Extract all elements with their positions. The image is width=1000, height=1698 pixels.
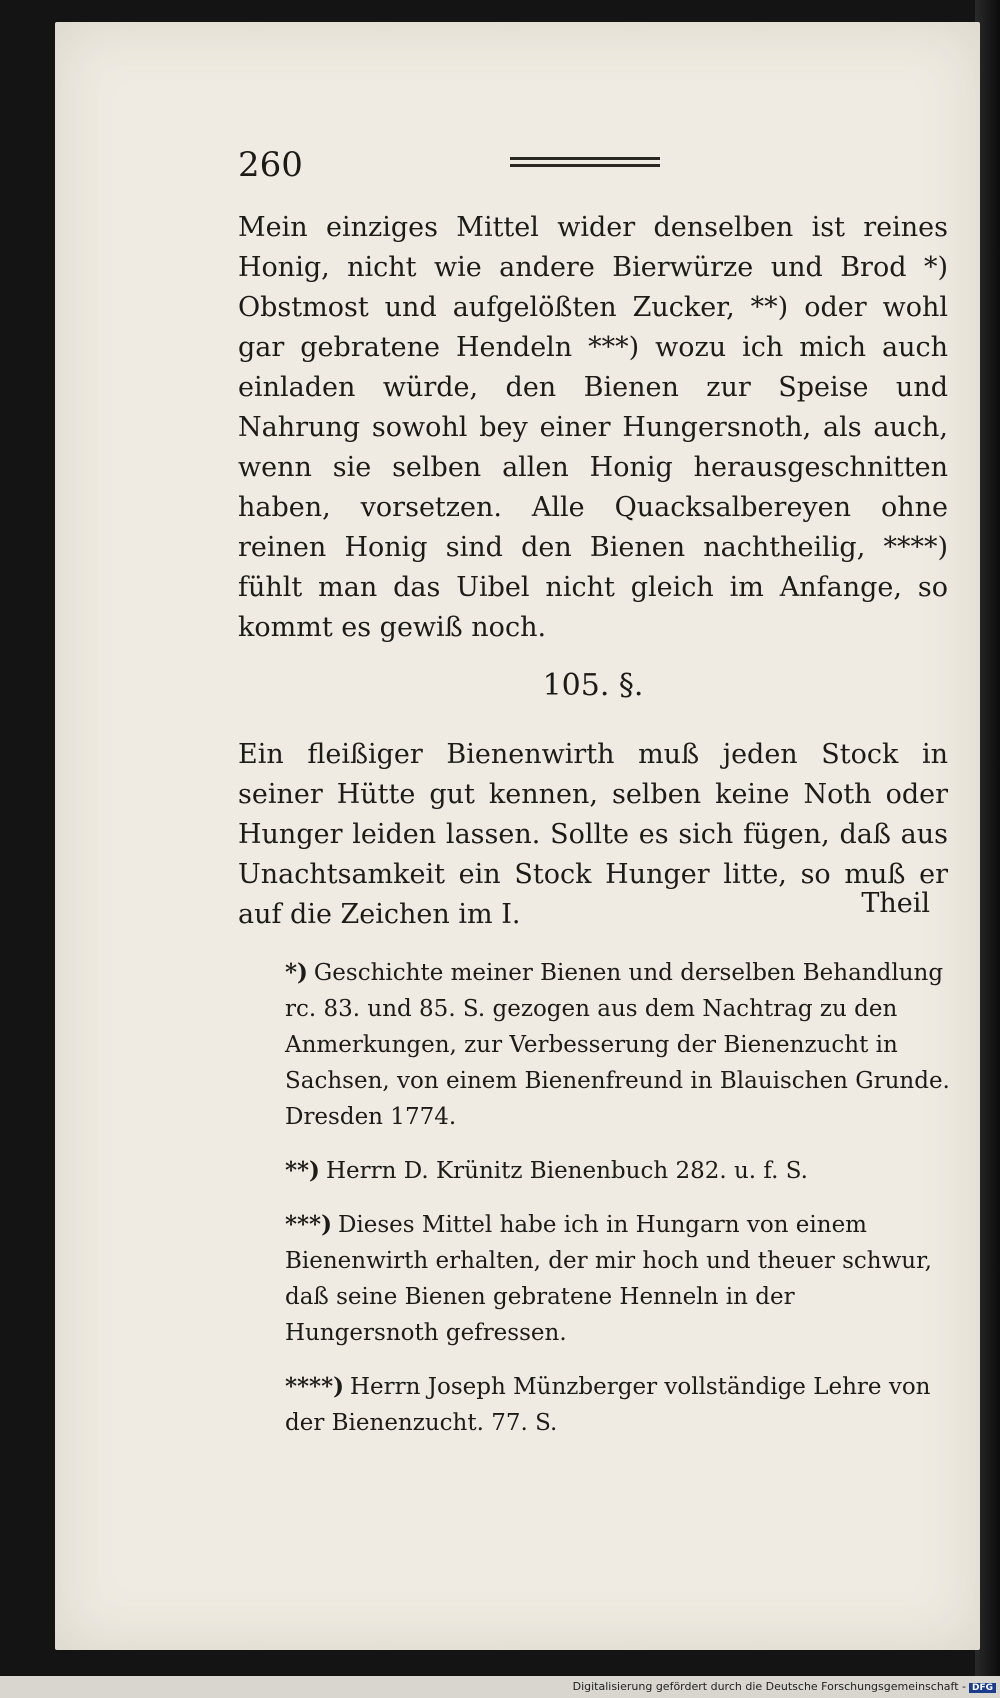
footnote-text: Geschichte meiner Bienen und derselben Behandlung rc. 83. und 85. S. gezogen aus dem Nachtrag zu den Anmerkungen, zur Verbesserung der Bienenzucht in Sachsen, von einem Bienenfreund in Blauischen Grunde. Dresden 1774. [285,960,950,1130]
footnote-mark: ***) [285,1211,332,1238]
footnote-mark: **) [285,1157,320,1184]
page-number: 260 [238,145,303,185]
footnote [285,1207,950,1351]
footnote-mark: ****) [285,1373,344,1400]
section-paragraph: Ein fleißiger Bienenwirth muß jeden Stock in seiner Hütte gut kennen, selben keine Noth oder Hunger leiden lassen. Sollte es sich fügen, daß aus Unachtsamkeit ein Stock Hunger litte, so muß er auf die Zeichen im I. [238,739,948,930]
paragraph-body: Mein einziges Mittel wider denselben ist reines Honig, nicht wie andere Bierwürze und Brod *) Obstmost und aufgelößten Zucker, **) oder wohl gar gebratene Hendeln ***) wozu ich mich auch einladen würde, den Bienen zur Speise und Nahrung sowohl bey einer Hungersnoth, als auch, wenn sie selben allen Honig herausgeschnitten haben, vorsetzen. Alle Quacksalbereyen ohne reinen Honig sind den Bienen nachtheilig, ****) fühlt man das Uibel nicht gleich im Anfange, so kommt es gewiß noch. [238,212,948,643]
footnote-mark: *) [285,959,308,986]
footnote [285,1369,950,1441]
footnote [285,1153,950,1189]
footnote-text: Dieses Mittel habe ich in Hungarn von einem Bienenwirth erhalten, der mir hoch und theuer schwur, daß seine Bienen gebratene Henneln in der Hungersnoth gefressen. [285,1212,932,1346]
running-head [190,145,890,185]
footnote-text: Herrn Joseph Münzberger vollständige Lehre von der Bienenzucht. 77. S. [285,1374,931,1436]
section-heading: 105. §. [542,668,644,703]
header-rule [510,157,660,167]
footnote [285,955,950,1135]
credit-text: Digitalisierung gefördert durch die Deutsche Forschungsgemeinschaft - [572,1680,966,1693]
dfg-logo: DFG [969,1683,996,1693]
digitization-credit [573,1680,996,1693]
footnote-text: Herrn D. Krünitz Bienenbuch 282. u. f. S. [325,1158,808,1184]
footnotes [285,955,950,1459]
catchword: Theil [861,888,930,919]
